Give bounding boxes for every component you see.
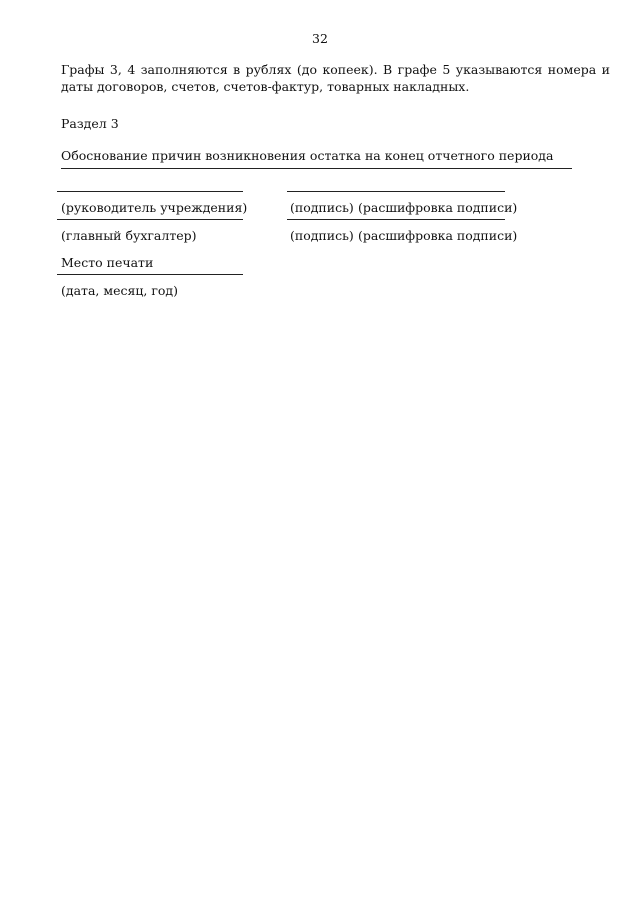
head-name-line <box>57 191 243 192</box>
page-number: 32 <box>312 31 328 46</box>
head-label: (руководитель учреждения) <box>61 200 248 215</box>
instructions-paragraph: Графы 3, 4 заполняются в рублях (до копеек). В графе 5 указываются номера и даты договоров, счетов, счетов-фактур, товарных накладных. <box>61 62 610 94</box>
accountant-name-line <box>57 219 243 220</box>
justification-underline <box>61 168 572 169</box>
accountant-decoding-label: (расшифровка подписи) <box>358 228 518 243</box>
seal-label: Место печати <box>61 255 154 270</box>
date-label: (дата, месяц, год) <box>61 283 178 298</box>
head-signature-line <box>287 191 505 192</box>
accountant-label: (главный бухгалтер) <box>61 228 197 243</box>
justification-label: Обоснование причин возникновения остатка на конец отчетного периода <box>61 148 554 163</box>
head-decoding-label: (расшифровка подписи) <box>358 200 518 215</box>
section-heading: Раздел 3 <box>61 116 119 131</box>
accountant-signature-line <box>287 219 505 220</box>
head-signature-label: (подпись) <box>290 200 354 215</box>
date-line <box>57 274 243 275</box>
accountant-signature-label: (подпись) <box>290 228 354 243</box>
